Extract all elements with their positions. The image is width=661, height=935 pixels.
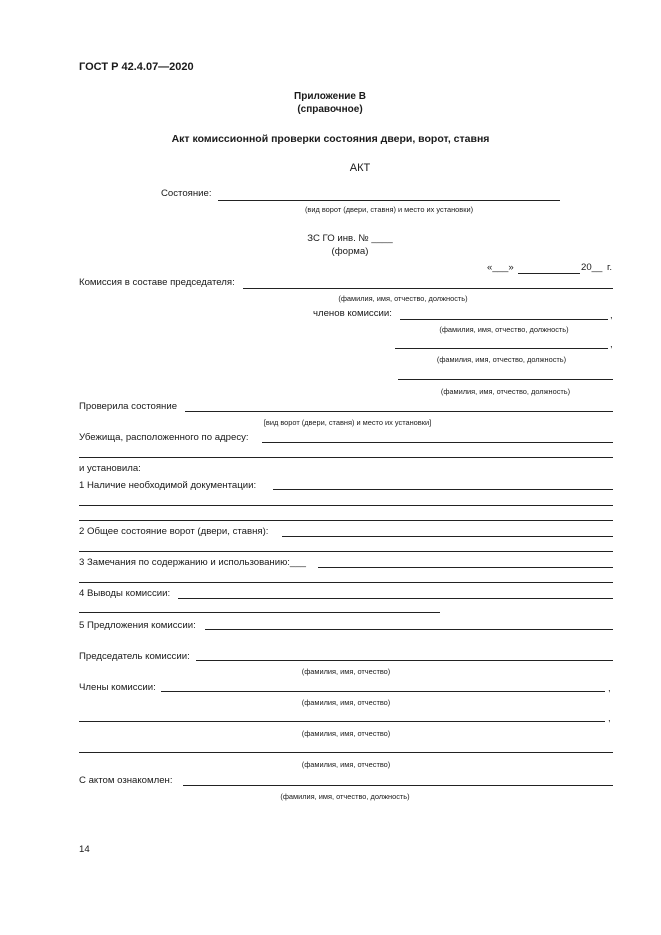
member-signature-caption-3: (фамилия, имя, отчество) bbox=[301, 760, 391, 769]
item-4-line-1[interactable] bbox=[178, 598, 613, 599]
date-month-line[interactable] bbox=[518, 273, 580, 274]
item-1-line-1[interactable] bbox=[273, 489, 613, 490]
document-title: Акт комиссионной проверки состояния двери, ворот, ставня bbox=[171, 133, 490, 145]
member-signature-line-3[interactable] bbox=[79, 752, 613, 753]
comma-2: , bbox=[610, 339, 613, 350]
checked-state-caption: [вид ворот (двери, ставня) и место их установки] bbox=[263, 418, 432, 427]
item-3-line-1[interactable] bbox=[318, 567, 613, 568]
member-caption-1: (фамилия, имя, отчество, должность) bbox=[439, 325, 569, 334]
act-label: АКТ bbox=[349, 162, 371, 174]
member-signature-caption-1: (фамилия, имя, отчество) bbox=[301, 698, 391, 707]
date-day: «___» bbox=[487, 262, 514, 273]
acquainted-caption: (фамилия, имя, отчество, должность) bbox=[280, 792, 410, 801]
member-caption-2: (фамилия, имя, отчество, должность) bbox=[436, 355, 567, 364]
member-caption-3: (фамилия, имя, отчество, должность) bbox=[440, 387, 571, 396]
commission-chair-label: Комиссия в составе председателя: bbox=[79, 277, 235, 288]
sig-comma-2: , bbox=[608, 713, 611, 724]
item-2-label: 2 Общее состояние ворот (двери, ставня): bbox=[79, 526, 269, 537]
item-2-line-1[interactable] bbox=[282, 536, 613, 537]
member-signature-line-2[interactable] bbox=[79, 721, 605, 722]
acquainted-line[interactable] bbox=[183, 785, 613, 786]
commission-member-line-1[interactable] bbox=[400, 319, 608, 320]
chair-signature-label: Председатель комиссии: bbox=[79, 651, 190, 662]
page-number: 14 bbox=[79, 844, 90, 855]
item-3-label: 3 Замечания по содержанию и использованию:___ bbox=[79, 557, 306, 568]
item-3-line-2[interactable] bbox=[79, 582, 613, 583]
comma-1: , bbox=[610, 310, 613, 321]
commission-chair-caption: (фамилия, имя, отчество, должность) bbox=[338, 294, 468, 303]
member-signature-line-1[interactable] bbox=[161, 691, 605, 692]
commission-members-label: членов комиссии: bbox=[313, 308, 392, 319]
form-label: (форма) bbox=[331, 246, 369, 257]
chair-signature-caption: (фамилия, имя, отчество) bbox=[301, 667, 391, 676]
date-year: 20__ bbox=[581, 262, 603, 273]
date-year-suffix: г. bbox=[607, 262, 612, 273]
item-1-line-2[interactable] bbox=[79, 505, 613, 506]
shelter-address-line-1[interactable] bbox=[262, 442, 613, 443]
item-5-line-1[interactable] bbox=[205, 629, 613, 630]
sig-comma-1: , bbox=[608, 683, 611, 694]
item-2-line-2[interactable] bbox=[79, 551, 613, 552]
standard-number: ГОСТ Р 42.4.07—2020 bbox=[79, 61, 194, 73]
commission-chair-line[interactable] bbox=[243, 288, 613, 289]
member-signature-caption-2: (фамилия, имя, отчество) bbox=[301, 729, 391, 738]
members-signature-label: Члены комиссии: bbox=[79, 682, 156, 693]
state-caption: (вид ворот (двери, ставня) и место их установки) bbox=[304, 205, 474, 214]
shelter-inv-number: ЗС ГО инв. № ____ bbox=[307, 233, 393, 244]
item-5-label: 5 Предложения комиссии: bbox=[79, 620, 196, 631]
appendix-title: Приложение В bbox=[294, 91, 366, 102]
checked-state-line[interactable] bbox=[185, 411, 613, 412]
item-1-line-3[interactable] bbox=[79, 520, 613, 521]
state-label: Состояние: bbox=[161, 188, 212, 199]
chair-signature-line[interactable] bbox=[196, 660, 613, 661]
shelter-address-label: Убежища, расположенного по адресу: bbox=[79, 432, 249, 443]
shelter-address-line-2[interactable] bbox=[79, 457, 613, 458]
appendix-subtitle: (справочное) bbox=[297, 104, 363, 115]
item-4-label: 4 Выводы комиссии: bbox=[79, 588, 171, 599]
established-label: и установила: bbox=[79, 463, 141, 474]
item-1-label: 1 Наличие необходимой документации: bbox=[79, 480, 257, 491]
commission-member-line-3[interactable] bbox=[398, 379, 613, 380]
checked-state-label: Проверила состояние bbox=[79, 401, 178, 412]
commission-member-line-2[interactable] bbox=[395, 348, 608, 349]
item-4-line-2[interactable] bbox=[79, 612, 440, 613]
acquainted-label: С актом ознакомлен: bbox=[79, 775, 173, 786]
state-line[interactable] bbox=[218, 200, 560, 201]
